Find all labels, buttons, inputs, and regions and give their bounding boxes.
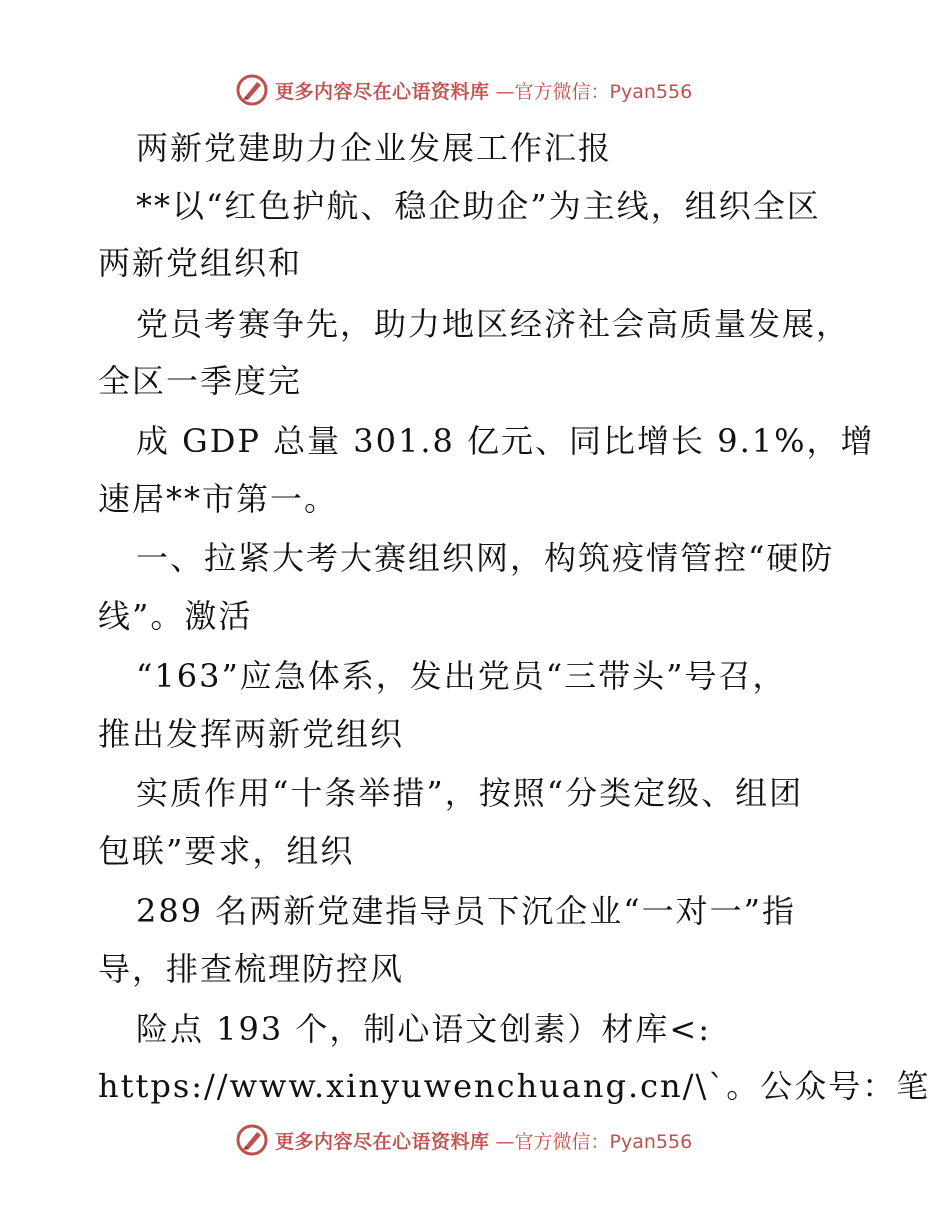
paragraph-line: 全区一季度完 — [98, 362, 303, 400]
pen-circle-logo-icon — [235, 73, 269, 107]
paragraph-line: **以“红色护航、稳企助企”为主线，组织全区 — [136, 187, 821, 225]
paragraph-line: “163”应急体系，发出党员“三带头”号召， — [136, 657, 787, 695]
document-title: 两新党建助力企业发展工作汇报 — [136, 129, 613, 167]
section-heading-line: 一、拉紧大考大赛组织网，构筑疫情管控“硬防 — [136, 539, 835, 577]
paragraph-line: 实质作用“十条举措”，按照“分类定级、组团 — [136, 774, 804, 812]
paragraph-line: 党员考赛争先，助力地区经济社会高质量发展， — [136, 305, 851, 343]
paragraph-line: 推出发挥两新党组织 — [98, 715, 405, 753]
paragraph-line-url: https://www.xinyuwenchuang.cn/\`。公众号：笔 — [98, 1067, 931, 1105]
paragraph-line: 导，排查梳理防控风 — [98, 950, 405, 988]
watermark-wechat-text: —官方微信：Pyan556 — [495, 80, 693, 103]
paragraph-line: 险点 193 个，制心语文创素）材库<: — [136, 1010, 712, 1048]
paragraph-line: 线”。激活 — [98, 597, 253, 635]
watermark-brand-text: 更多内容尽在心语资料库 — [275, 80, 490, 103]
watermark-wechat-text: —官方微信：Pyan556 — [495, 1130, 693, 1153]
paragraph-line: 速居**市第一。 — [98, 480, 339, 518]
paragraph-line: 289 名两新党建指导员下沉企业“一对一”指 — [136, 892, 796, 930]
watermark-brand-text: 更多内容尽在心语资料库 — [275, 1130, 490, 1153]
header-watermark — [235, 72, 692, 108]
pen-circle-logo-icon — [235, 1123, 269, 1157]
paragraph-line: 成 GDP 总量 301.8 亿元、同比增长 9.1%，增 — [136, 422, 875, 460]
footer-watermark — [235, 1122, 692, 1158]
paragraph-line: 两新党组织和 — [98, 244, 303, 282]
paragraph-line: 包联”要求，组织 — [98, 832, 355, 870]
